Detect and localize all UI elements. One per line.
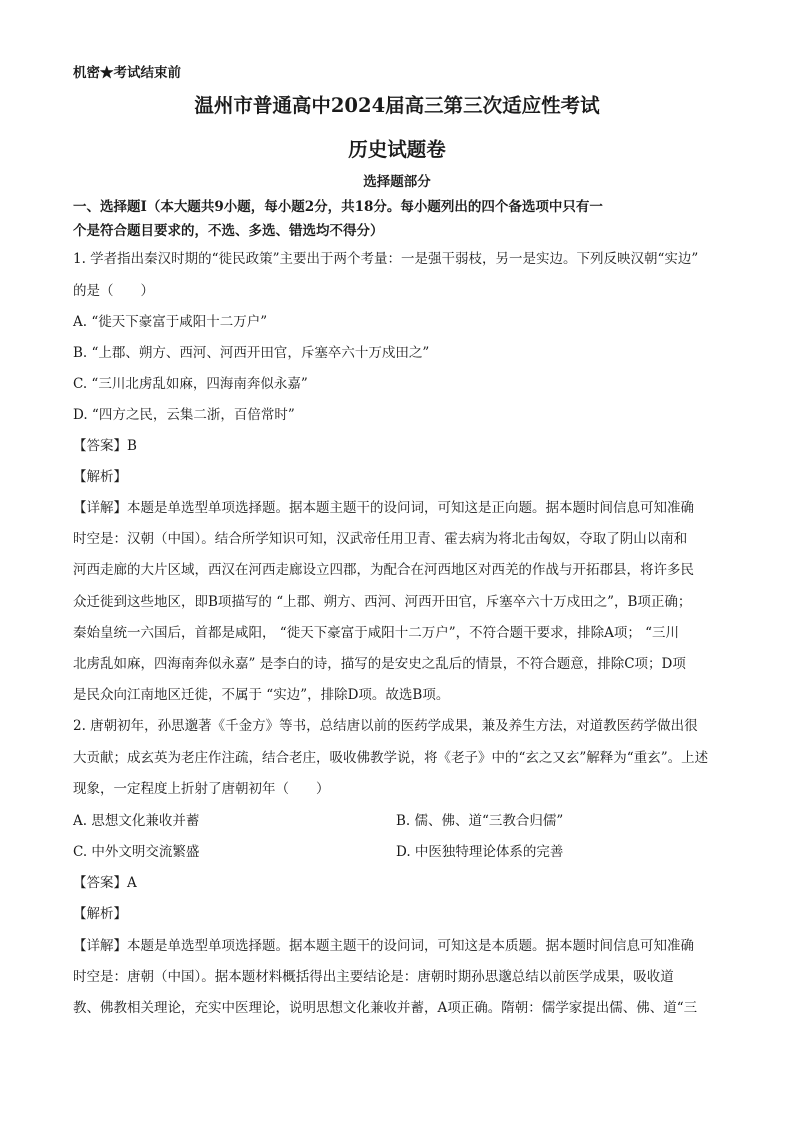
part-heading: 选择题部分 — [363, 174, 431, 190]
q2-detail-line: 时空是：唐朝（中国）。据本题材料概括得出主要结论是：唐朝时期孙思邈总结以前医学成果，吸收道 — [73, 969, 674, 985]
confidential-label: 机密★考试结束前 — [73, 65, 181, 81]
exam-title: 温州市普通高中2024届高三第三次适应性考试 — [194, 94, 600, 117]
q2-detail-line: 【详解】本题是单选型单项选择题。据本题主题干的设问词，可知这是本质题。据本题时间信息可知准确 — [73, 938, 694, 954]
q2-option-b: B. 儒、佛、道“三教合归儒” — [396, 813, 564, 829]
q1-detail-line: 时空是：汉朝（中国）。结合所学知识可知，汉武帝任用卫青、霍去病为将北击匈奴，夺取了阴山以南和 — [73, 531, 688, 547]
q2-option-d: D. 中医独特理论体系的完善 — [396, 844, 564, 860]
q2-stem-line1: 2. 唐朝初年，孙思邈著《千金方》等书，总结唐以前的医药学成果，兼及养生方法，对道教医药学做出很 — [73, 718, 698, 734]
q2-detail-line: 教、佛教相关理论，充实中医理论，说明思想文化兼收并蓄，A项正确。隋朝：儒学家提出儒、佛、道“三 — [73, 1000, 698, 1016]
q1-answer: 【答案】B — [73, 438, 137, 454]
q2-analysis-label: 【解析】 — [73, 906, 127, 922]
q1-option-b: B. “上郡、朔方、西河、河西开田官，斥塞卒六十万戍田之” — [73, 345, 430, 361]
q1-stem-line1: 1. 学者指出秦汉时期的“徙民政策”主要出于两个考量：一是强干弱枝，另一是实边。下列反映汉朝“实边” — [73, 251, 699, 267]
exam-subtitle: 历史试题卷 — [348, 138, 446, 161]
q1-detail-line: 秦始皇统一六国后，首都是咸阳， “徙天下豪富于咸阳十二万户”，不符合题干要求，排除A项； “三川 — [73, 625, 680, 641]
q2-option-c: C. 中外文明交流繁盛 — [73, 844, 200, 860]
section-instructions-line1: 一、选择题Ⅰ（本大题共9小题，每小题2分，共18分。每小题列出的四个备选项中只有一 — [73, 199, 603, 215]
q1-stem-line2: 的是（ ） — [73, 283, 154, 299]
q1-option-d: D. “四方之民，云集二浙，百倍常时” — [73, 407, 295, 423]
q2-option-a: A. 思想文化兼收并蓄 — [73, 813, 200, 829]
q1-analysis-label: 【解析】 — [73, 469, 127, 485]
q2-stem-line2: 大贡献；成玄英为老庄作注疏，结合老庄，吸收佛教学说，将《老子》中的“玄之又玄”解释为“重玄”。上述 — [73, 750, 709, 766]
q1-detail-line: 【详解】本题是单选型单项选择题。据本题主题干的设问词，可知这是正向题。据本题时间信息可知准确 — [73, 500, 694, 516]
q1-option-c: C. “三川北虏乱如麻，四海南奔似永嘉” — [73, 376, 308, 392]
section-instructions-line2: 个是符合题目要求的，不选、多选、错选均不得分） — [73, 223, 384, 239]
q1-detail-line: 北虏乱如麻，四海南奔似永嘉” 是李白的诗，描写的是安史之乱后的情景，不符合题意，排除C项；D项 — [73, 656, 686, 672]
q1-detail-line: 众迁徙到这些地区，即B项描写的 “上郡、朔方、西河、河西开田官，斥塞卒六十万戍田之”，B项正确； — [73, 594, 692, 610]
q2-answer: 【答案】A — [73, 875, 137, 891]
q1-detail-line: 是民众向江南地区迁徙，不属于 “实边”，排除D项。故选B项。 — [73, 687, 450, 703]
q1-option-a: A. “徙天下豪富于咸阳十二万户” — [73, 314, 268, 330]
q2-stem-line3: 现象，一定程度上折射了唐朝初年（ ） — [73, 781, 330, 797]
q1-detail-line: 河西走廊的大片区域，西汉在河西走廊设立四郡，为配合在河西地区对西羌的作战与开拓郡县，将许多民 — [73, 562, 694, 578]
